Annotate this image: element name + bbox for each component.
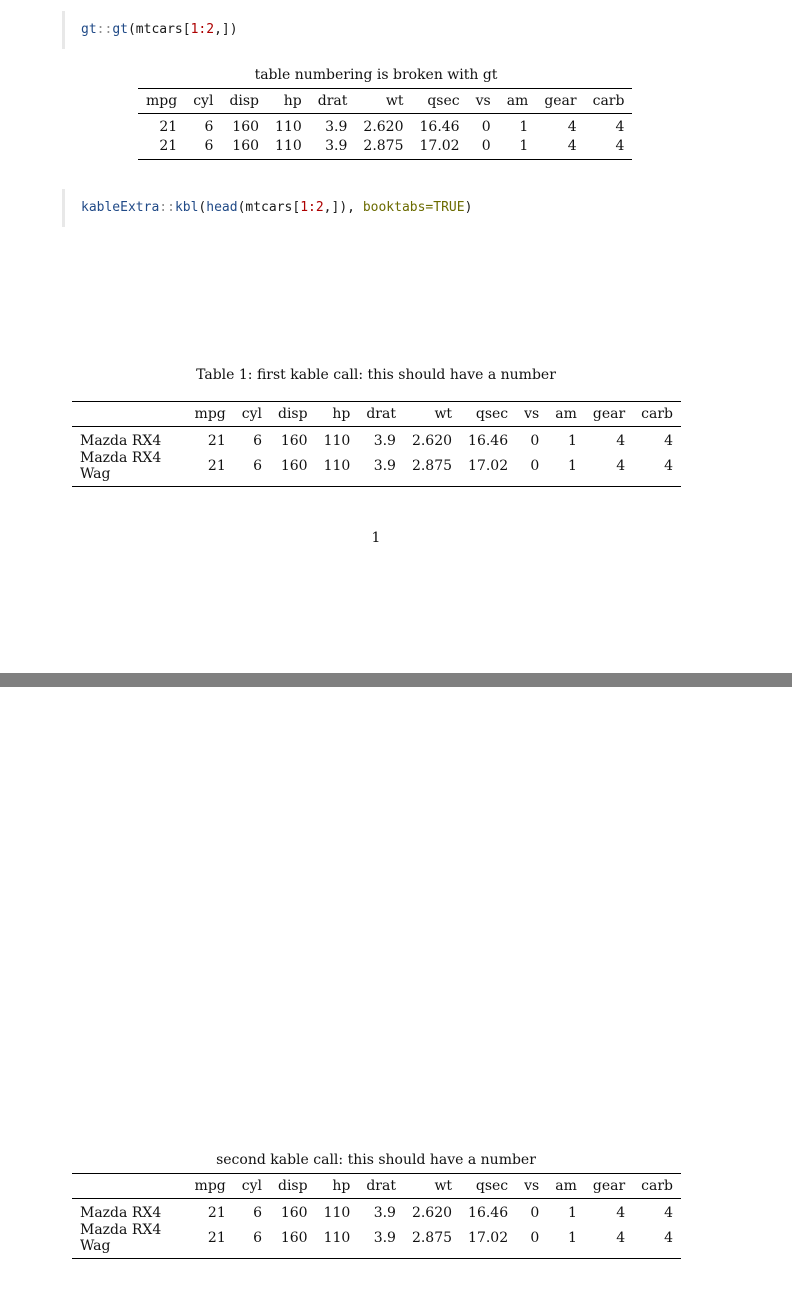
table-cell: 16.46 <box>468 432 509 449</box>
column-header: gear <box>585 402 633 427</box>
table-cell: 3.9 <box>325 118 348 135</box>
table-cell: 110 <box>323 1230 351 1246</box>
table-cell: 160 <box>232 118 260 135</box>
table-cell: 4 <box>615 137 625 154</box>
table-cell: 21 <box>207 1230 226 1246</box>
code-function: kbl <box>174 200 199 215</box>
table-cell: 110 <box>275 118 302 135</box>
table-cell: 4 <box>664 1204 673 1221</box>
table-cell: 4 <box>616 1204 626 1221</box>
table-cell: 2.620 <box>411 432 453 449</box>
table-cell: 21 <box>207 1204 226 1221</box>
column-header: gear <box>536 89 584 114</box>
table-cell: 16.46 <box>468 1204 509 1221</box>
code-colon: : <box>198 22 207 37</box>
code-close: ,]), <box>323 200 363 215</box>
kable-table-2-caption: second kable call: this should have a number <box>216 1152 536 1168</box>
page-2 <box>0 687 792 1306</box>
column-header: gear <box>585 1174 633 1199</box>
column-header: wt <box>355 89 411 114</box>
table-cell: 4 <box>567 118 577 135</box>
code-chunk-gt <box>62 11 238 49</box>
code-namespace: gt <box>81 22 97 37</box>
table-cell: 3.9 <box>373 1204 396 1221</box>
column-header: am <box>547 402 585 427</box>
column-header: qsec <box>412 89 468 114</box>
table-row <box>72 1199 681 1223</box>
column-header: drat <box>358 402 404 427</box>
table-cell: 110 <box>323 432 351 449</box>
code-chunk-kable <box>62 189 472 227</box>
column-header: vs <box>468 89 499 114</box>
table-cell: 3.9 <box>325 137 348 154</box>
code-argument: booktabs=TRUE <box>362 200 465 215</box>
code-paren: ( <box>127 22 136 37</box>
page-number: 1 <box>371 530 381 546</box>
table-cell: 2.875 <box>411 458 453 474</box>
column-header: am <box>499 89 537 114</box>
column-header: drat <box>358 1174 404 1199</box>
kable-table-1 <box>72 401 681 487</box>
table-cell: 2.620 <box>363 118 404 135</box>
table-cell: 110 <box>275 137 302 154</box>
column-header: qsec <box>460 402 516 427</box>
table-row <box>72 427 681 451</box>
table-cell: 6 <box>253 458 262 474</box>
column-header: wt <box>404 402 460 427</box>
table-body <box>72 1199 681 1259</box>
column-header: hp <box>316 402 359 427</box>
table-row <box>72 1222 681 1259</box>
table-cell: 21 <box>207 458 226 474</box>
table-cell: 21 <box>159 137 178 154</box>
table-cell: 1 <box>567 432 577 449</box>
column-header: disp <box>221 89 267 114</box>
code-object: mtcars[ <box>245 200 301 215</box>
table-cell: 110 <box>323 1204 351 1221</box>
code-function: head <box>206 200 238 215</box>
code-operator: :: <box>96 22 113 37</box>
gt-table-caption: table numbering is broken with gt <box>254 67 498 83</box>
code-namespace: kableExtra <box>81 200 160 215</box>
table-cell: 0 <box>530 458 540 474</box>
table-cell: 160 <box>280 432 308 449</box>
table-cell: 2.875 <box>363 137 404 154</box>
column-header: carb <box>633 1174 681 1199</box>
table-cell: 3.9 <box>373 432 396 449</box>
row-name-header <box>72 1174 187 1199</box>
table-cell: 3.9 <box>373 1230 396 1246</box>
table-cell: 6 <box>204 118 214 135</box>
table-cell: 1 <box>567 1204 577 1221</box>
code-paren: ) <box>464 200 473 215</box>
column-header: mpg <box>138 89 185 114</box>
column-header: mpg <box>187 1174 234 1199</box>
table-cell: 0 <box>481 137 491 154</box>
column-header: carb <box>585 89 633 114</box>
table-cell: 160 <box>280 458 308 474</box>
table-cell: 6 <box>253 1204 262 1221</box>
code-paren: ( <box>198 200 207 215</box>
table-row <box>138 136 632 160</box>
table-header-row <box>72 1174 681 1199</box>
code-number: 2 <box>315 200 324 215</box>
table-cell: 1 <box>567 458 577 474</box>
code-number: 1 <box>300 200 309 215</box>
kable-table-2 <box>72 1173 681 1259</box>
table-cell: 17.02 <box>468 1230 509 1246</box>
column-header: drat <box>310 89 356 114</box>
table-body <box>138 114 632 160</box>
code-operator: :: <box>159 200 175 215</box>
row-name: Mazda RX4 Wag <box>80 450 162 482</box>
table-cell: 4 <box>664 1230 673 1246</box>
code-paren: ( <box>237 200 246 215</box>
table-cell: 4 <box>664 432 673 449</box>
table-cell: 6 <box>204 137 214 154</box>
table-cell: 21 <box>159 118 178 135</box>
table-cell: 1 <box>519 118 529 135</box>
column-header: cyl <box>185 89 221 114</box>
table-cell: 110 <box>323 458 351 474</box>
table-cell: 0 <box>530 432 540 449</box>
table-cell: 2.875 <box>411 1230 453 1246</box>
code-colon: : <box>308 200 316 215</box>
column-header: qsec <box>460 1174 516 1199</box>
table-cell: 17.02 <box>468 458 509 474</box>
table-header-row <box>138 89 632 114</box>
table-cell: 160 <box>232 137 260 154</box>
table-cell: 4 <box>616 1230 626 1246</box>
column-header: cyl <box>234 1174 270 1199</box>
row-name: Mazda RX4 <box>80 1204 162 1221</box>
column-header: cyl <box>234 402 270 427</box>
gt-table <box>138 88 632 160</box>
column-header: carb <box>633 402 681 427</box>
code-function: gt <box>112 22 128 37</box>
code-object: mtcars[ <box>135 22 191 37</box>
column-header: hp <box>316 1174 359 1199</box>
table-cell: 2.620 <box>411 1204 453 1221</box>
row-name: Mazda RX4 <box>80 432 162 449</box>
table-cell: 160 <box>280 1204 308 1221</box>
code-number: 2 <box>206 22 215 37</box>
table-cell: 4 <box>664 458 673 474</box>
table-body <box>72 427 681 487</box>
column-header: wt <box>404 1174 460 1199</box>
code-close: ,]) <box>214 22 238 37</box>
table-cell: 4 <box>615 118 625 135</box>
table-cell: 160 <box>280 1230 308 1246</box>
row-name: Mazda RX4 Wag <box>80 1222 162 1254</box>
kable-table-1-caption: Table 1: first kable call: this should have a number <box>196 367 556 383</box>
table-cell: 4 <box>567 137 577 154</box>
table-header-row <box>72 402 681 427</box>
column-header: vs <box>516 1174 547 1199</box>
page-separator <box>0 673 792 687</box>
table-cell: 0 <box>530 1204 540 1221</box>
column-header: hp <box>267 89 310 114</box>
table-row <box>138 114 632 137</box>
table-cell: 16.46 <box>419 118 460 135</box>
table-cell: 1 <box>519 137 529 154</box>
table-cell: 6 <box>253 1230 262 1246</box>
table-cell: 1 <box>567 1230 577 1246</box>
table-cell: 0 <box>530 1230 540 1246</box>
table-cell: 21 <box>207 432 226 449</box>
table-cell: 17.02 <box>419 137 460 154</box>
table-row <box>72 450 681 487</box>
column-header: vs <box>516 402 547 427</box>
table-cell: 4 <box>616 458 626 474</box>
table-cell: 3.9 <box>373 458 396 474</box>
column-header: disp <box>270 1174 316 1199</box>
column-header: am <box>547 1174 585 1199</box>
column-header: disp <box>270 402 316 427</box>
table-cell: 6 <box>253 432 262 449</box>
code-number: 1 <box>190 22 199 37</box>
row-name-header <box>72 402 187 427</box>
table-cell: 4 <box>616 432 626 449</box>
column-header: mpg <box>187 402 234 427</box>
table-cell: 0 <box>481 118 491 135</box>
